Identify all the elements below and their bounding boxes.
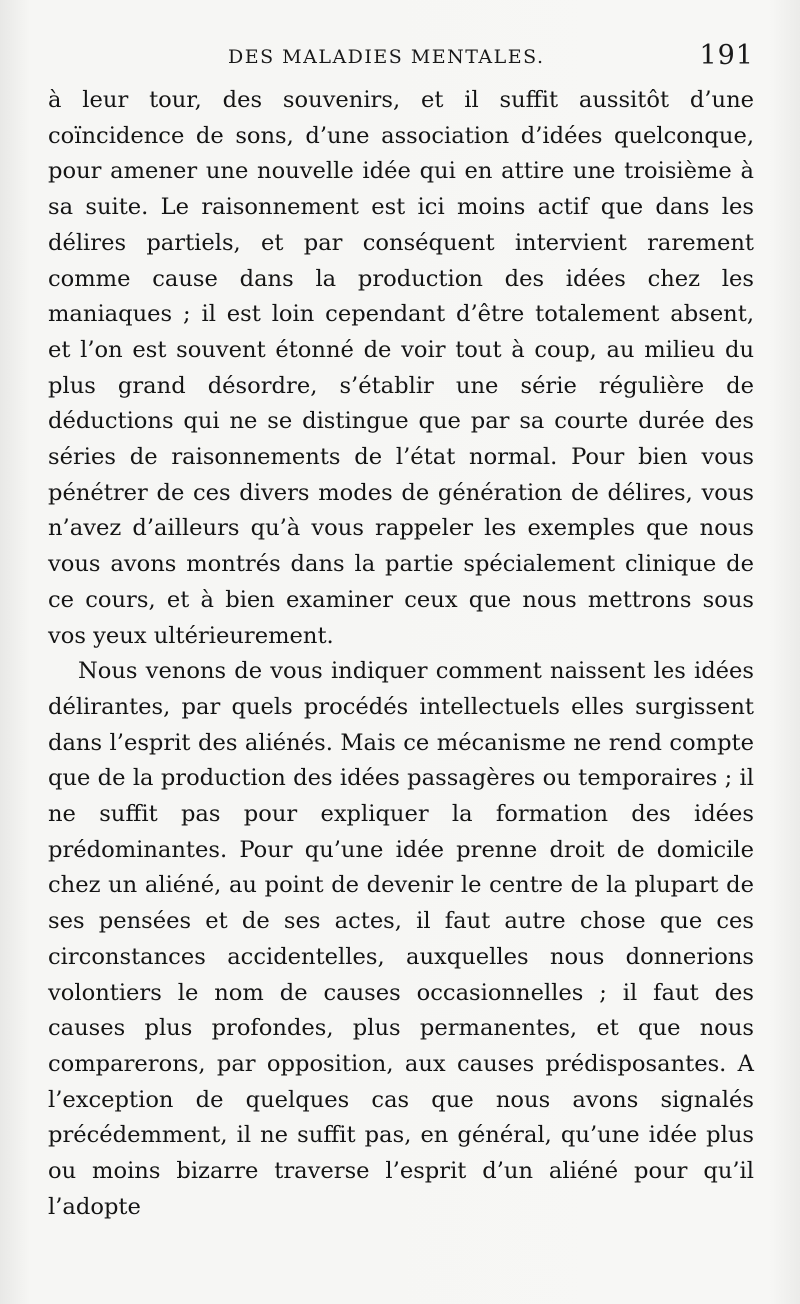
paragraph-2: Nous venons de vous indiquer comment naissent les idées délirantes, par quels procédés intellectuels elles surgissent dans l’esprit des aliénés. Mais ce mécanisme ne rend compte que de la production des idées passagères ou temporaires ; il ne suffit pas pour expliquer la formation des idées prédominantes. Pour qu’une idée prenne droit de domicile chez un aliéné, au point de devenir le centre de la plupart de ses pensées et de ses actes, il faut autre chose que ces circonstances accidentelles, auxquelles nous donnerions volontiers le nom de causes occasionnelles ; il faut des causes plus profondes, plus permanentes, et que nous comparerons, par opposition, aux causes prédisposantes. A l’exception de quelques cas que nous avons signalés précédemment, il ne suffit pas, en général, qu’une idée plus ou moins bizarre traverse l’esprit d’un aliéné pour qu’il l’adopte bbox=[48, 658, 754, 1220]
page-header bbox=[48, 40, 754, 76]
running-title: DES MALADIES MENTALES. bbox=[228, 46, 545, 68]
page-body bbox=[48, 83, 754, 1226]
page-number: 191 bbox=[699, 40, 754, 71]
paragraph-1: à leur tour, des souvenirs, et il suffit aussitôt d’une coïncidence de sons, d’une association d’idées quelconque, pour amener une nouvelle idée qui en attire une troisième à sa suite. Le raisonnement est ici moins actif que dans les délires partiels, et par conséquent intervient rarement comme cause dans la production des idées chez les maniaques ; il est loin cependant d’être totalement absent, et l’on est souvent étonné de voir tout à coup, au milieu du plus grand désordre, s’établir une série régulière de déductions qui ne se distingue que par sa courte durée des séries de raisonnements de l’état normal. Pour bien vous pénétrer de ces divers modes de génération de délires, vous n’avez d’ailleurs qu’à vous rappeler les exemples que nous vous avons montrés dans la partie spécialement clinique de ce cours, et à bien examiner ceux que nous mettrons sous vos yeux ultérieurement. bbox=[48, 87, 754, 649]
